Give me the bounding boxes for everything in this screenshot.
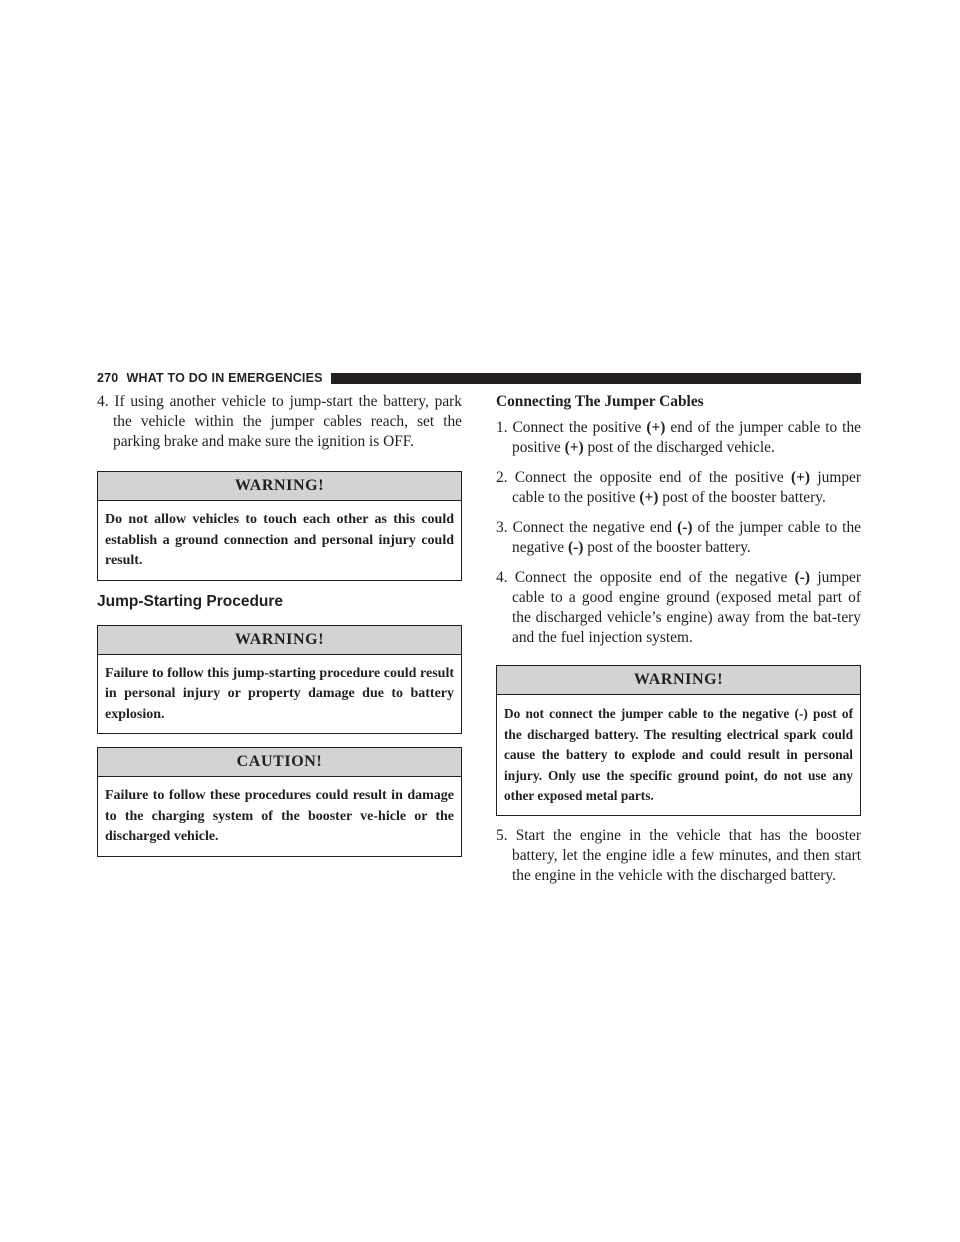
step-text-part: Connect the opposite end of the positive <box>514 469 792 486</box>
polarity-label: (+) <box>791 469 811 486</box>
caution-box <box>97 747 462 857</box>
step-number: 1. <box>496 419 508 436</box>
warning-text: Do not allow vehicles to touch each other as this could establish a ground connection and personal injury could result. <box>105 512 454 568</box>
step-4-item <box>496 568 861 648</box>
right-column <box>496 392 861 886</box>
step-text-part: end of the jumper cable to the positive <box>512 419 861 456</box>
step-3-item <box>496 518 861 558</box>
step-text: Start the engine in the vehicle that has the booster battery, let the engine idle a few minutes, and then start the engine in the vehicle with the discharged battery. <box>512 826 861 884</box>
step-2-item <box>496 468 861 508</box>
step-number: 4. <box>97 393 109 410</box>
step-text-part: of the jumper cable to the negative <box>512 519 861 556</box>
page-header <box>97 370 861 386</box>
step-text: If using another vehicle to jump-start the battery, park the vehicle within the jumper cables reach, set the parking brake and make sure the ignition is OFF. <box>113 393 462 450</box>
step-number: 3. <box>496 519 508 536</box>
warning-title: WARNING! <box>98 472 461 501</box>
step-4-item <box>97 392 462 452</box>
section-title: WHAT TO DO IN EMERGENCIES <box>126 371 323 385</box>
polarity-label: (+) <box>639 489 659 506</box>
header-rule <box>331 373 861 384</box>
polarity-label: (-) <box>677 519 693 536</box>
step-text-part: Connect the negative end <box>512 519 678 536</box>
step-text-part: jumper cable to a good engine ground (exposed metal part of the discharged vehicle’s engine) away from the bat-tery and the fuel injection system. <box>512 569 861 646</box>
warning-box <box>97 471 462 581</box>
polarity-label: (-) <box>794 569 811 586</box>
step-number: 4. <box>496 569 508 586</box>
warning-title: WARNING! <box>98 626 461 655</box>
step-text-part: jumper cable to the positive <box>512 469 861 506</box>
step-5-item <box>496 826 861 886</box>
step-number: 5. <box>496 826 508 844</box>
polarity-label: (+) <box>646 419 666 436</box>
caution-title: CAUTION! <box>98 748 461 777</box>
warning-text: Failure to follow this jump-starting procedure could result in personal injury or property damage due to battery explosion. <box>105 665 454 722</box>
step-text-part: Connect the opposite end of the negative <box>514 569 795 586</box>
warning-title: WARNING! <box>497 666 860 695</box>
page-number: 270 <box>97 371 119 385</box>
step-text-part: Connect the positive <box>512 419 647 436</box>
polarity-label: (+) <box>564 439 584 456</box>
step-list <box>496 418 861 648</box>
step-text-part: post of the booster battery. <box>658 489 826 506</box>
caution-text: Failure to follow these procedures could result in damage to the charging system of the booster ve-hicle or the discharged vehicle. <box>105 788 454 844</box>
subheading: Connecting The Jumper Cables <box>496 393 704 410</box>
step-number: 2. <box>496 469 508 486</box>
step-text-part: post of the discharged vehicle. <box>583 439 775 456</box>
warning-text: Do not connect the jumper cable to the negative (-) post of the discharged battery. The resulting electrical spark could cause the battery to explode and could result in personal injury. Only use the specific ground point, do not use any other exposed metal parts. <box>504 706 853 803</box>
step-text-part: post of the booster battery. <box>583 539 751 556</box>
warning-box <box>97 625 462 735</box>
left-column <box>97 392 462 857</box>
step-1-item <box>496 418 861 458</box>
procedure-heading: Jump-Starting Procedure <box>97 592 284 610</box>
warning-box <box>496 665 861 816</box>
polarity-label: (-) <box>567 539 584 556</box>
